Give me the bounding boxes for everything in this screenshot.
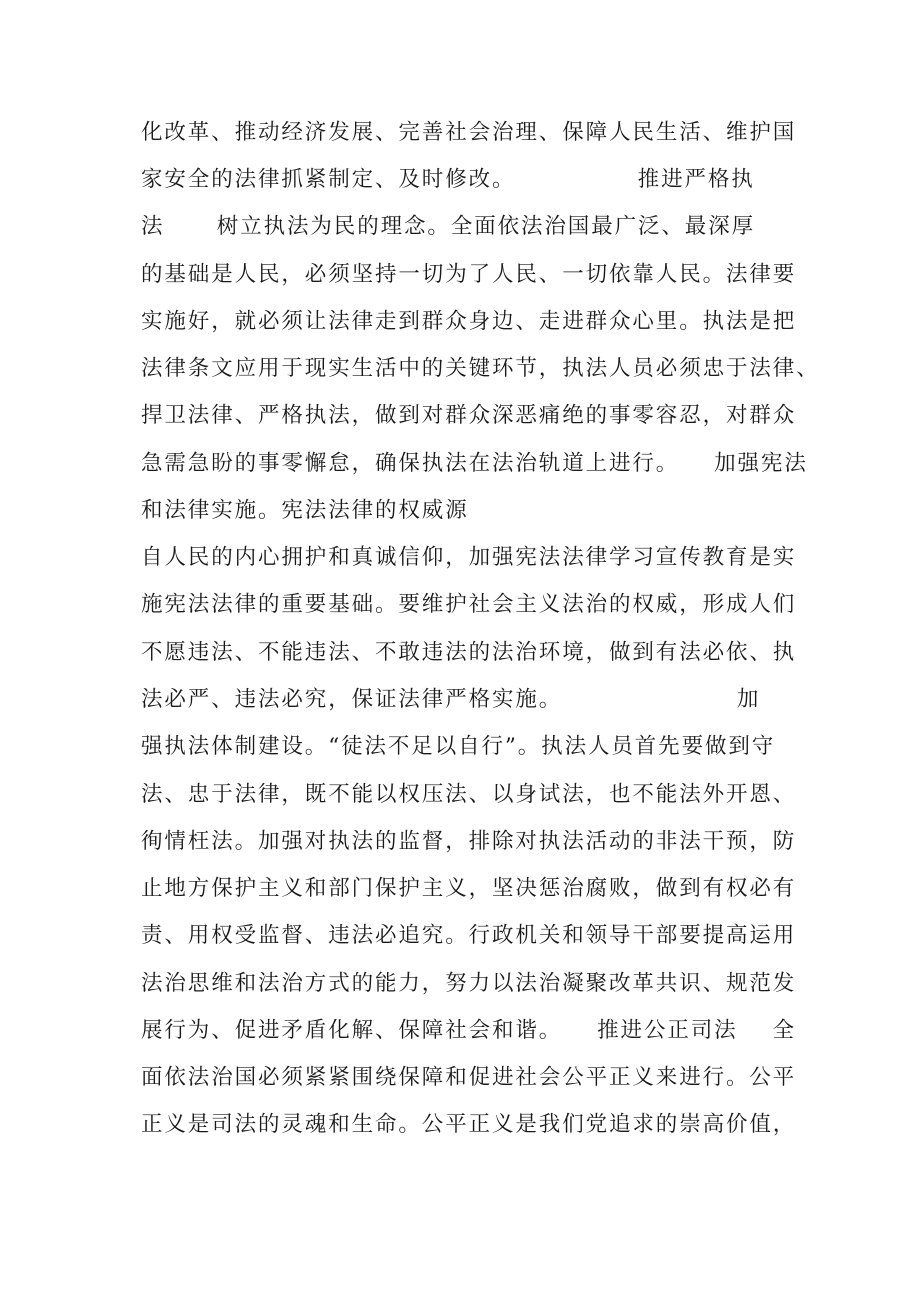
text-line: 展行为、促进矛盾化解、保障社会和谐。 推进公正司法 全 bbox=[141, 1018, 796, 1043]
text-line: 正义是司法的灵魂和生命。公平正义是我们党追求的崇高价值， bbox=[141, 1112, 797, 1137]
text-line: 法必严、违法必究，保证法律严格实施。 加 bbox=[141, 687, 761, 712]
text-line: 责、用权受监督、违法必追究。行政机关和领导干部要提高运用 bbox=[141, 923, 797, 948]
text-line: 急需急盼的事零懈怠，确保执法在法治轨道上进行。 加强宪法 bbox=[141, 451, 808, 476]
text-line: 面依法治国必须紧紧围绕保障和促进社会公平正义来进行。公平 bbox=[141, 1065, 797, 1090]
text-line: 的基础是人民，必须坚持一切为了人民、一切依靠人民。法律要 bbox=[141, 262, 797, 287]
text-line: 实施好，就必须让法律走到群众身边、走进群众心里。执法是把 bbox=[141, 309, 797, 334]
text-line: 自人民的内心拥护和真诚信仰，加强宪法法律学习宣传教育是实 bbox=[141, 545, 797, 570]
text-line: 强执法体制建设。“徒法不足以自行”。执法人员首先要做到守 bbox=[141, 734, 776, 759]
text-line: 家安全的法律抓紧制定、及时修改。 推进严格执 bbox=[141, 167, 755, 192]
text-line: 法治思维和法治方式的能力，努力以法治凝聚改革共识、规范发 bbox=[141, 971, 797, 996]
text-line: 和法律实施。宪法法律的权威源 bbox=[141, 498, 469, 523]
text-line: 施宪法法律的重要基础。要维护社会主义法治的权威，形成人们 bbox=[141, 592, 797, 617]
text-line: 法、忠于法律，既不能以权压法、以身试法，也不能法外开恩、 bbox=[141, 782, 797, 807]
text-line: 化改革、推动经济发展、完善社会治理、保障人民生活、维护国 bbox=[141, 120, 797, 145]
text-line: 法律条文应用于现实生活中的关键环节，执法人员必须忠于法律、 bbox=[141, 356, 820, 381]
text-line: 捍卫法律、严格执法，做到对群众深恶痛绝的事零容忍，对群众 bbox=[141, 403, 797, 428]
text-line: 徇情枉法。加强对执法的监督，排除对执法活动的非法干预，防 bbox=[141, 829, 797, 854]
text-line: 法 树立执法为民的理念。全面依法治国最广泛、最深厚 bbox=[141, 214, 756, 239]
text-line: 不愿违法、不能违法、不敢违法的法治环境，做到有法必依、执 bbox=[141, 640, 797, 665]
text-line: 止地方保护主义和部门保护主义，坚决惩治腐败，做到有权必有 bbox=[141, 876, 797, 901]
